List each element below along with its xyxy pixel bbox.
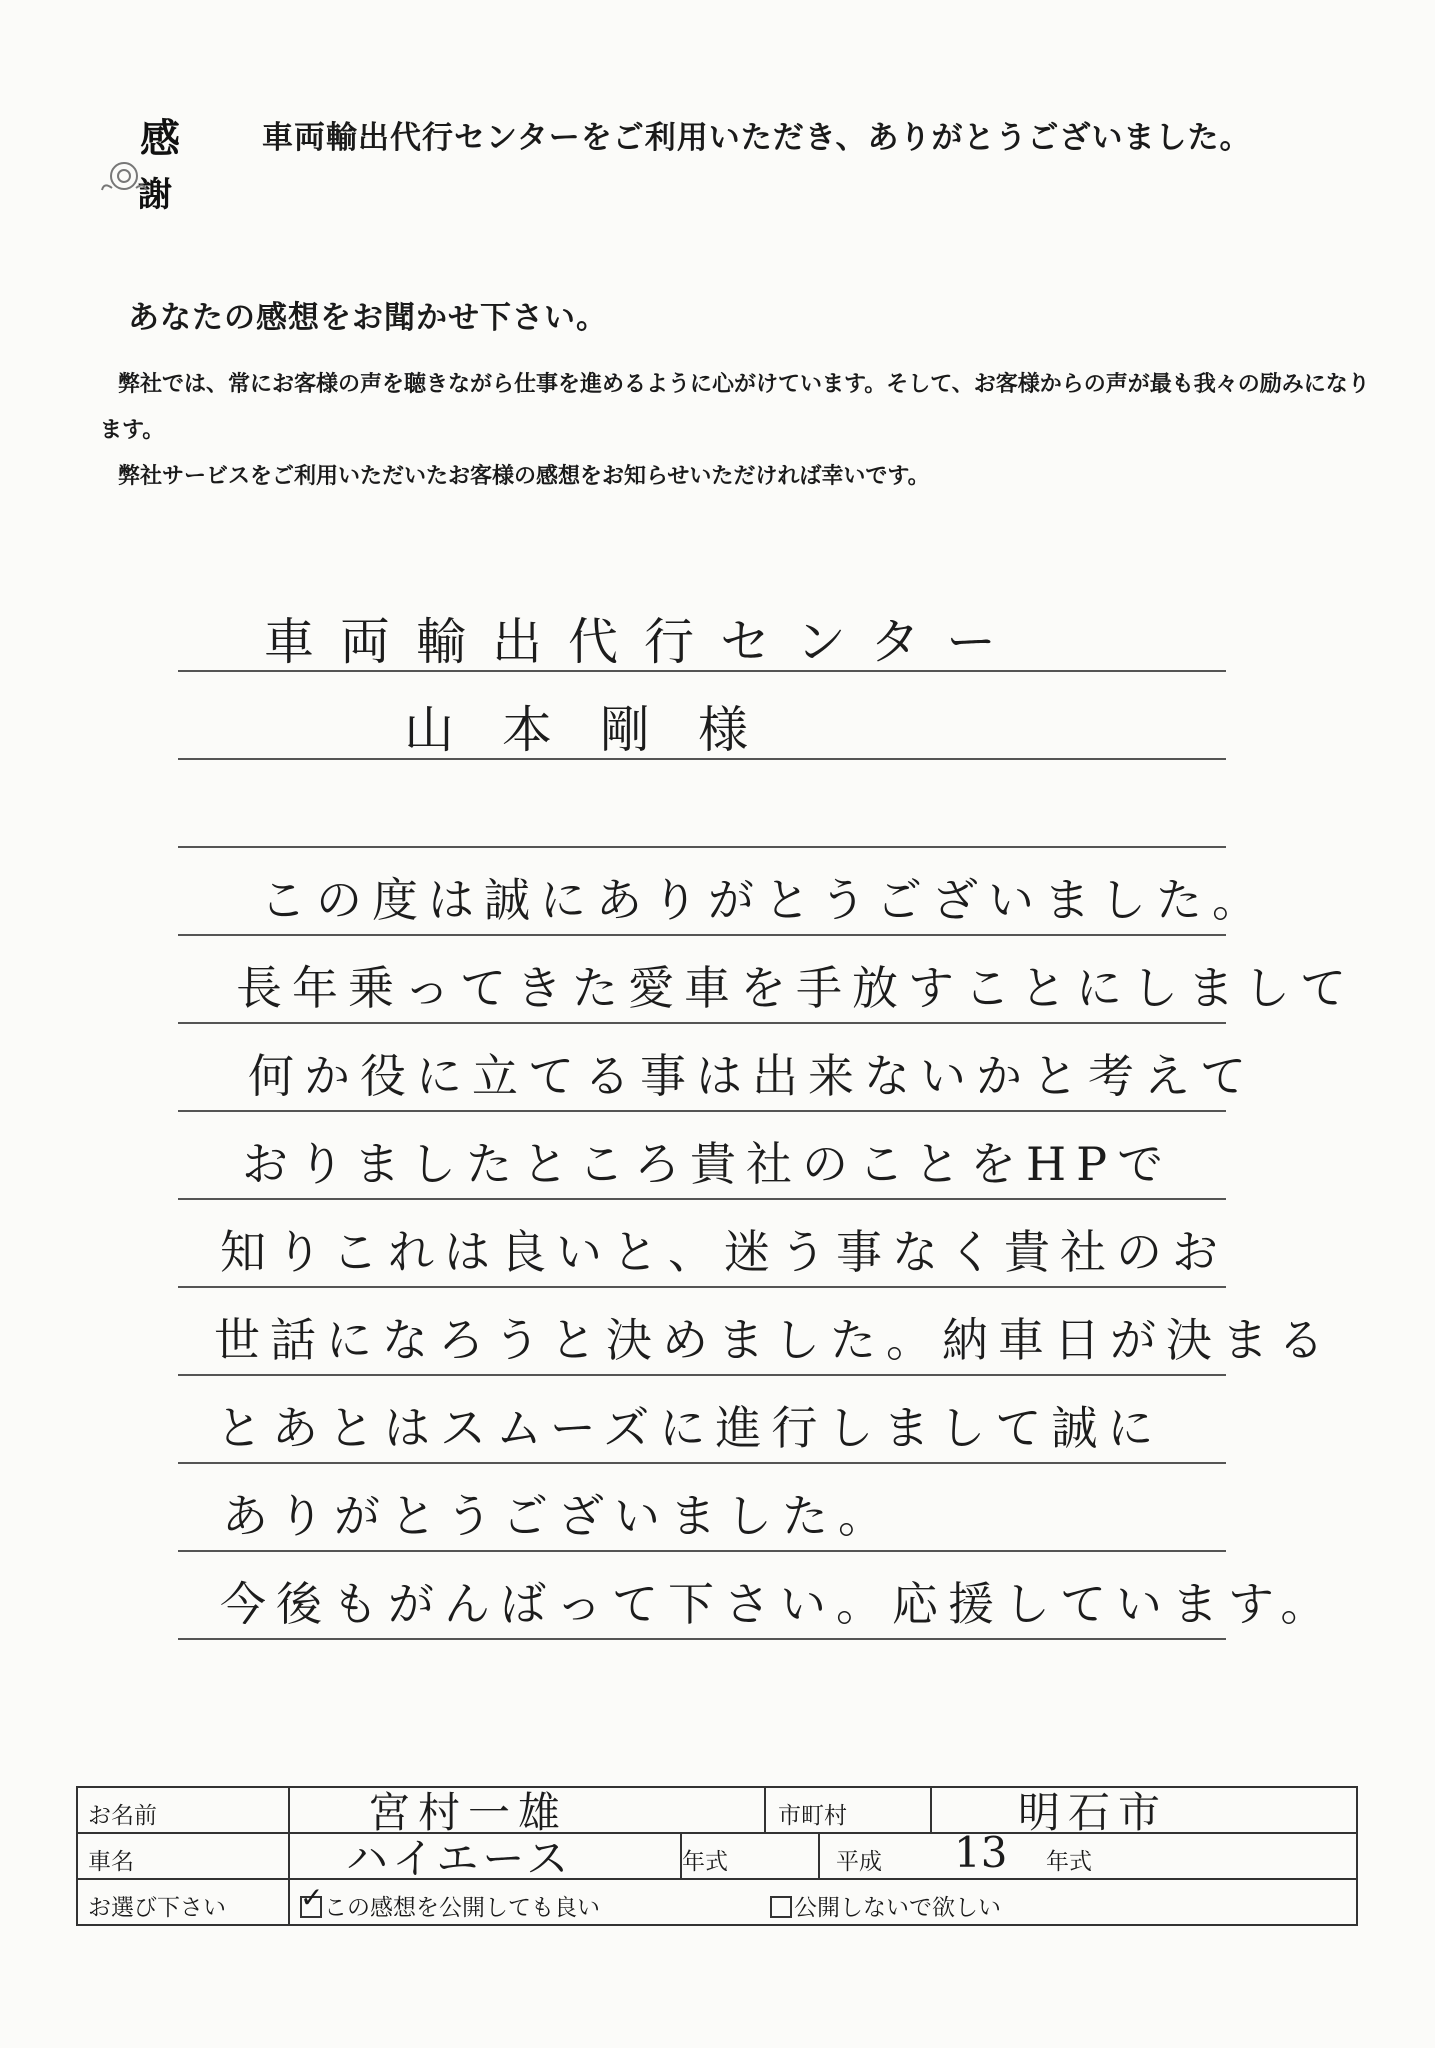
rule-line [178, 1198, 1226, 1200]
letter-line: 世話になろうと決めました。納車日が決まる [214, 1313, 1334, 1367]
kansha-logo [100, 108, 210, 218]
year-label: 年式 [682, 1849, 728, 1875]
letter-line: とあとはスムーズに進行しまして誠に [216, 1401, 1164, 1455]
choose-label: お選び下さい [88, 1895, 226, 1921]
intro-text [100, 362, 1370, 500]
rule-line [178, 1638, 1226, 1640]
table-divider [818, 1832, 820, 1878]
letter-line: 知りこれは良いと、迷う事なく貴社のお [220, 1225, 1228, 1279]
private-checkbox[interactable] [770, 1896, 792, 1918]
intro-paragraph: 弊社サービスをご利用いただいたお客様の感想をお知らせいただければ幸いです。 [118, 464, 930, 489]
year-suffix: 年式 [1046, 1849, 1092, 1875]
addressee-person: 山本剛様 [404, 701, 796, 759]
name-label: お名前 [88, 1803, 157, 1829]
year-value: 13 [954, 1828, 1008, 1877]
svg-text:謝: 謝 [138, 175, 172, 215]
letter-line: 今後もがんばって下さい。応援しています。 [220, 1577, 1337, 1631]
rule-line [178, 1462, 1226, 1464]
name-value: 宮村一雄 [368, 1788, 569, 1837]
car-value: ハイエース [346, 1834, 573, 1883]
option-private-label: 公開しないで欲しい [794, 1895, 1001, 1921]
car-label: 車名 [88, 1849, 134, 1875]
option-publish-label: この感想を公開しても良い [324, 1895, 600, 1921]
rule-line [178, 1022, 1226, 1024]
svg-text:感: 感 [140, 115, 180, 162]
letter-line: 何か役に立てる事は出来ないかと考えて [248, 1049, 1256, 1103]
kansha-seal-icon [100, 108, 210, 218]
check-mark-icon: ✓ [300, 1881, 324, 1914]
city-label: 市町村 [778, 1803, 847, 1829]
table-divider [764, 1788, 766, 1832]
letter-line: ありがとうございました。 [222, 1489, 894, 1543]
addressee-company: 車両輸出代行センター [264, 613, 1022, 671]
rule-line [178, 934, 1226, 936]
rule-line [178, 1286, 1226, 1288]
table-divider [78, 1878, 1356, 1880]
table-divider [930, 1788, 932, 1832]
rule-line [178, 1110, 1226, 1112]
letter-line: この度は誠にありがとうございました。 [260, 873, 1268, 927]
rule-line [178, 1374, 1226, 1376]
customer-form [76, 1786, 1358, 1926]
intro-paragraph: 弊社では、常にお客様の声を聴きながら仕事を進めるように心がけています。そして、お客様からの声が最も我々の励みになります。 [100, 372, 1370, 443]
request-heading: あなたの感想をお聞かせ下さい。 [128, 300, 608, 336]
city-value: 明石市 [1018, 1788, 1169, 1837]
letter-area [178, 590, 1356, 1670]
rule-line [178, 846, 1226, 848]
option-publish[interactable] [300, 1881, 600, 1922]
letter-line: おりましたところ貴社のことをHPで [242, 1137, 1174, 1191]
era-label: 平成 [836, 1849, 882, 1875]
letter-line: 長年乗ってきた愛車を手放すことにしまして [236, 961, 1356, 1015]
publish-checkbox[interactable] [300, 1881, 324, 1918]
thanks-heading: 車両輸出代行センターをご利用いただき、ありがとうございました。 [262, 120, 1252, 156]
table-divider [288, 1788, 290, 1924]
option-private[interactable] [770, 1889, 1001, 1922]
rule-line [178, 1550, 1226, 1552]
